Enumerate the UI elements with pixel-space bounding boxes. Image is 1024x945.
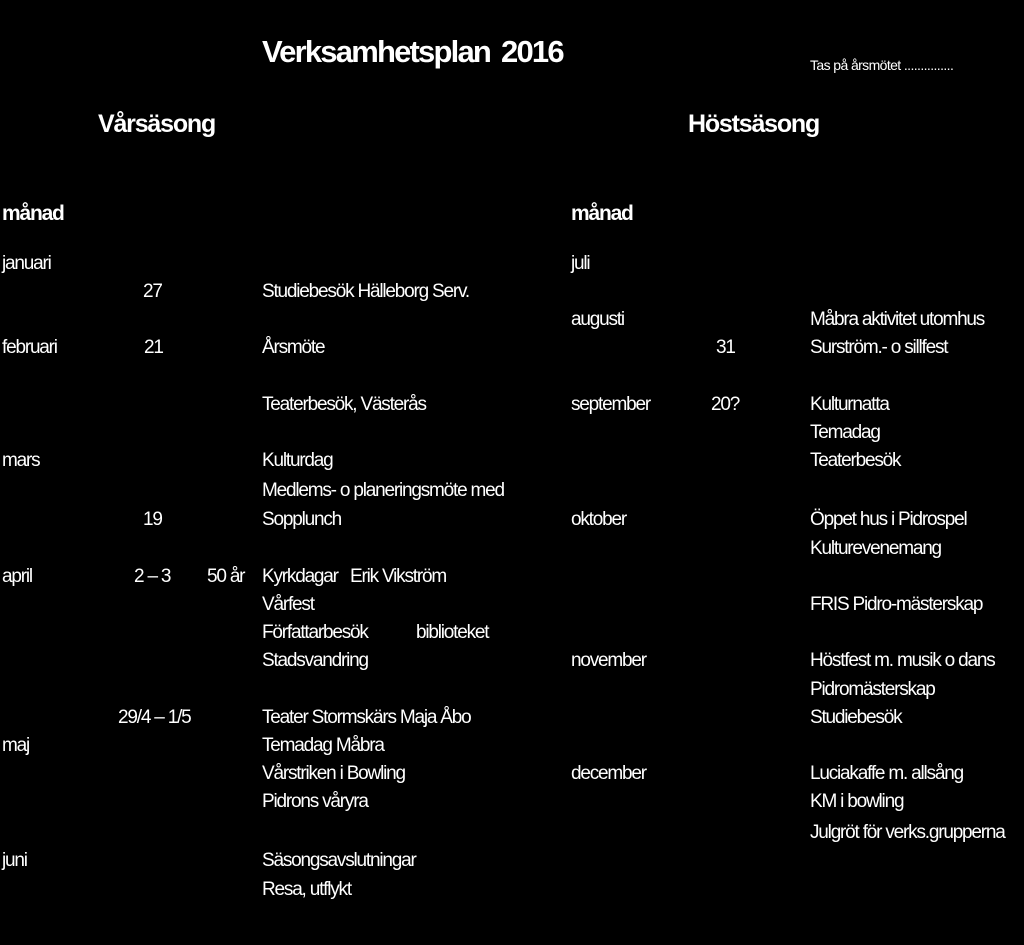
- month-label: mars: [2, 450, 40, 471]
- event-activity: Studiebesök Hälleborg Serv.: [262, 281, 469, 302]
- event-activity: KM i bowling: [810, 791, 904, 812]
- spring-season-title: Vårsäsong: [98, 110, 216, 138]
- event-activity: Författarbesök: [262, 622, 368, 643]
- month-label: november: [571, 650, 646, 671]
- month-label: maj: [2, 735, 30, 756]
- month-label: juni: [2, 850, 27, 871]
- month-label: juli: [571, 253, 590, 274]
- event-activity: Årsmöte: [262, 337, 325, 358]
- event-activity: Teaterbesök, Västerås: [262, 394, 426, 415]
- event-activity: Luciakaffe m. allsång: [810, 763, 963, 784]
- event-activity: Medlems- o planeringsmöte med: [262, 480, 504, 501]
- month-label: augusti: [571, 309, 624, 330]
- spring-month-header: månad: [2, 202, 64, 225]
- event-activity: Teater Stormskärs Maja Åbo: [262, 707, 471, 728]
- plan-year: 2016: [501, 34, 563, 69]
- event-activity: Teaterbesök: [810, 450, 901, 471]
- event-activity: Studiebesök: [810, 707, 902, 728]
- event-activity: Kulturdag: [262, 450, 333, 471]
- event-activity: Sopplunch: [262, 509, 341, 530]
- month-label: april: [2, 566, 32, 587]
- event-activity: Måbra aktivitet utomhus: [810, 309, 985, 330]
- month-label: januari: [2, 253, 51, 274]
- autumn-month-header: månad: [571, 202, 633, 225]
- event-date: 31: [716, 337, 735, 358]
- event-activity: Säsongsavslutningar: [262, 850, 416, 871]
- autumn-season-title: Höstsäsong: [688, 110, 820, 138]
- event-date: 21: [144, 337, 163, 358]
- event-activity: Höstfest m. musik o dans: [810, 650, 995, 671]
- event-activity: Pidromästerskap: [810, 679, 935, 700]
- event-location: biblioteket: [416, 622, 489, 643]
- event-activity: FRIS Pidro-mästerskap: [810, 594, 983, 615]
- page-title: Verksamhetsplan: [262, 34, 491, 69]
- event-date: 20?: [711, 394, 740, 415]
- month-label: september: [571, 394, 650, 415]
- event-activity: Resa, utflykt: [262, 879, 351, 900]
- event-date: 2 – 3: [134, 566, 171, 587]
- event-activity: Vårfest: [262, 594, 314, 615]
- event-activity: Kulturnatta: [810, 394, 889, 415]
- event-activity: Temadag Måbra: [262, 735, 384, 756]
- event-activity: Öppet hus i Pidrospel: [810, 509, 967, 530]
- event-activity: Kulturevenemang: [810, 538, 941, 559]
- month-label: februari: [2, 337, 57, 358]
- event-activity: Kyrkdagar Erik Vikström: [262, 566, 446, 587]
- event-activity: Julgröt för verks.grupperna: [810, 822, 1005, 843]
- event-activity: Temadag: [810, 422, 880, 443]
- event-activity: Stadsvandring: [262, 650, 368, 671]
- approval-note: Tas på årsmötet ...............: [810, 57, 954, 73]
- month-label: december: [571, 763, 646, 784]
- event-date: 19: [143, 509, 162, 530]
- event-date: 29/4 – 1/5: [118, 707, 191, 728]
- event-activity: Vårstriken i Bowling: [262, 763, 405, 784]
- event-date: 27: [143, 281, 162, 302]
- event-activity: Surström.- o sillfest: [810, 337, 948, 358]
- event-activity: Pidrons våryra: [262, 791, 368, 812]
- month-label: oktober: [571, 509, 626, 530]
- event-note: 50 år: [207, 566, 245, 587]
